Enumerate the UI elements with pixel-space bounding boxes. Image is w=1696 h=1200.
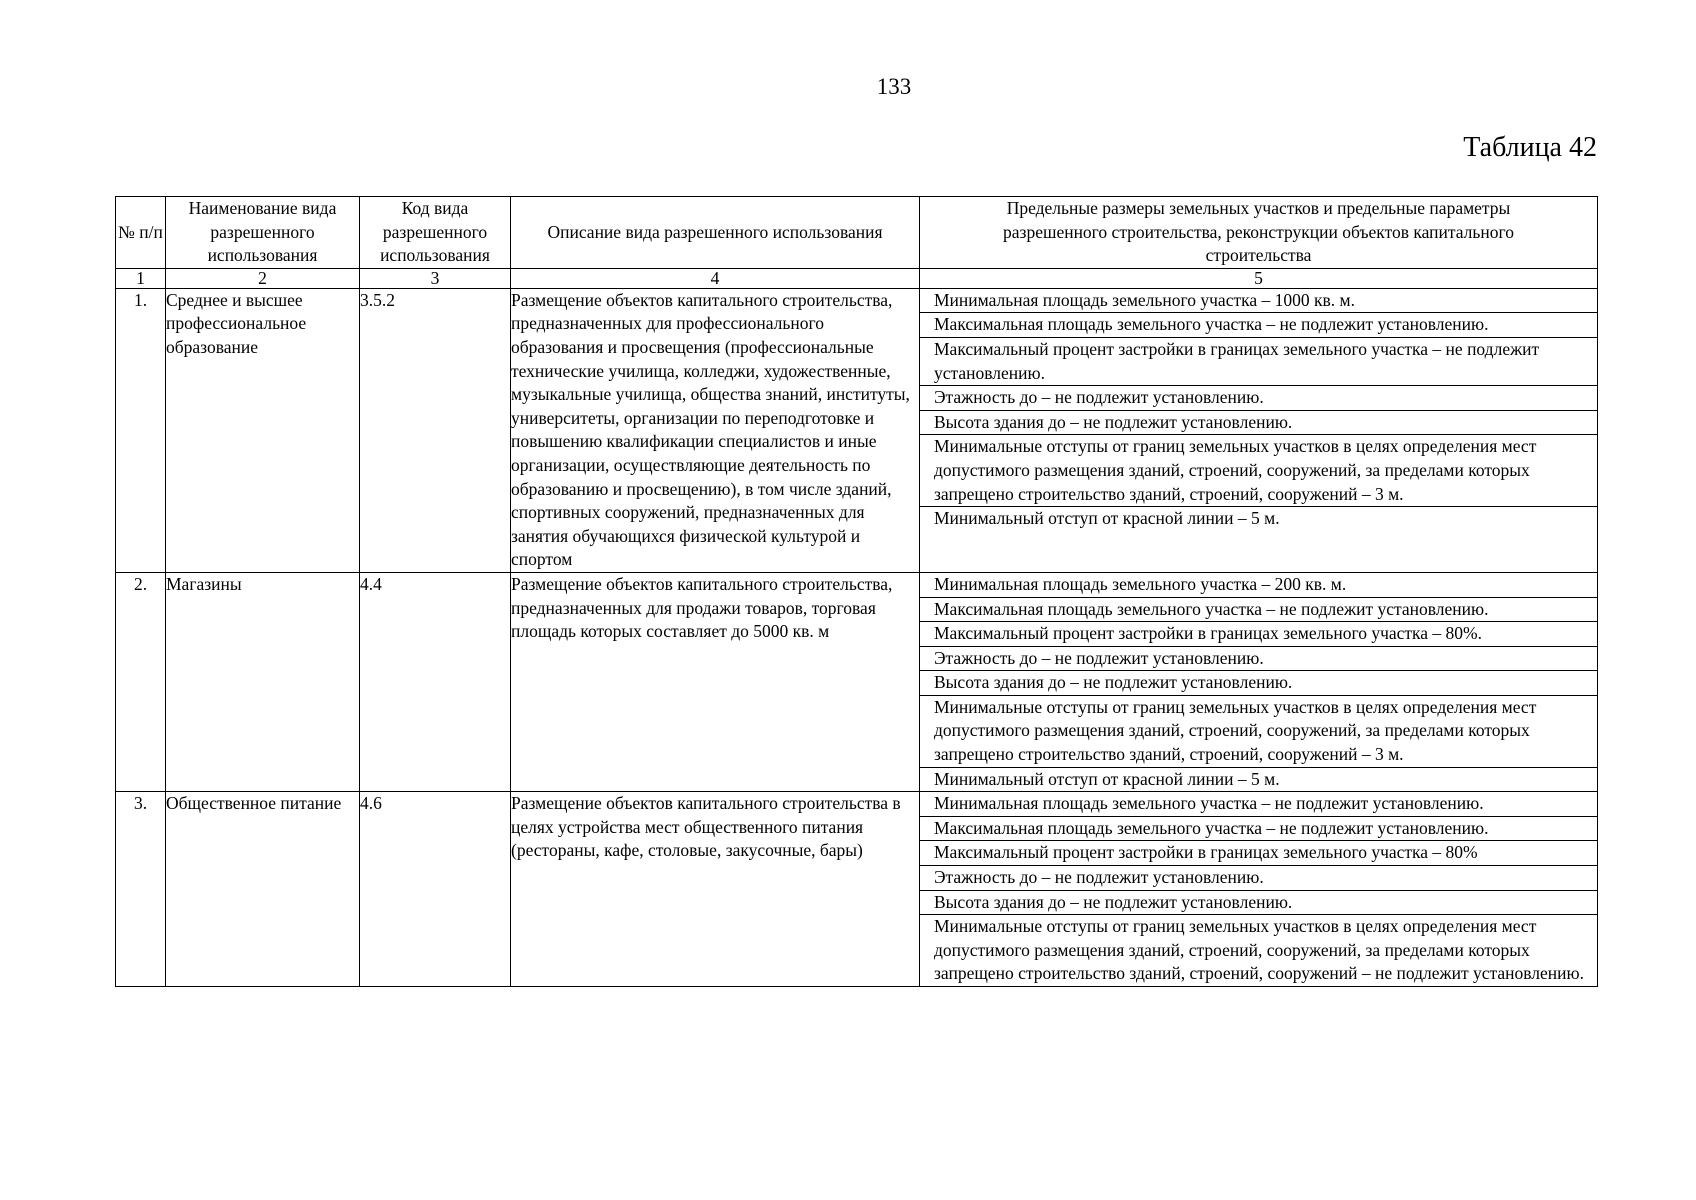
limit-item: Минимальная площадь земельного участка – не подлежит установлению.: [920, 792, 1597, 817]
limit-item: Этажность до – не подлежит установлению.: [920, 647, 1597, 672]
limits-list: [920, 288, 1598, 572]
header-use-code: Код вида разрешенного использования: [360, 197, 511, 269]
use-description: Размещение объектов капитального строительства, предназначенных для продажи товаров, торговая площадь которых составляет до 5000 кв. м: [511, 572, 920, 791]
use-description: Размещение объектов капитального строительства в целях устройства мест общественного питания (рестораны, кафе, столовые, закусочные, бары): [511, 792, 920, 987]
use-name: Магазины: [166, 572, 360, 791]
limit-item: Высота здания до – не подлежит установлению.: [920, 411, 1597, 436]
page-number: 133: [876, 74, 912, 99]
column-number: 4: [511, 268, 920, 288]
row-number: 3.: [116, 792, 166, 987]
land-use-table: [115, 196, 1598, 987]
table-row: [116, 288, 1598, 572]
column-number: 3: [360, 268, 511, 288]
use-code: 3.5.2: [360, 288, 511, 572]
limit-item: Максимальная площадь земельного участка – не подлежит установлению.: [920, 313, 1597, 338]
limit-item: Этажность до – не подлежит установлению.: [920, 386, 1597, 411]
header-use-description: Описание вида разрешенного использования: [511, 197, 920, 269]
table-caption: Таблица 42: [1463, 132, 1597, 163]
use-code: 4.4: [360, 572, 511, 791]
row-number: 2.: [116, 572, 166, 791]
row-number: 1.: [116, 288, 166, 572]
limit-item: Минимальный отступ от красной линии – 5 м.: [934, 768, 1280, 789]
header-number: № п/п: [116, 197, 166, 269]
header-use-name: Наименование вида разрешенного использования: [166, 197, 360, 269]
limit-item: Минимальная площадь земельного участка – 1000 кв. м.: [920, 289, 1597, 314]
table-row: [116, 792, 1598, 987]
limit-item: Высота здания до – не подлежит установлению.: [920, 671, 1597, 696]
limit-item: Максимальный процент застройки в границах земельного участка – 80%.: [920, 622, 1597, 647]
limit-item: Максимальный процент застройки в границах земельного участка – не подлежит установлению.: [920, 338, 1597, 386]
use-code: 4.6: [360, 792, 511, 987]
header-limits: Предельные размеры земельных участков и предельные параметры разрешенного строительства, реконструкции объектов капитального строительства: [920, 197, 1598, 269]
use-description: Размещение объектов капитального строительства, предназначенных для профессионального образования и просвещения (профессиональные технические училища, колледжи, художественные, музыкальные училища, общества знаний, институты, университеты, организации по переподготовке и повышению квалификации специалистов и иные организации, осуществляющие деятельность по образованию и просвещению), в том числе зданий, спортивных сооружений, предназначенных для занятия обучающихся физической культурой и спортом: [511, 288, 920, 572]
column-number: 1: [116, 268, 166, 288]
limit-item: Максимальная площадь земельного участка – не подлежит установлению.: [920, 598, 1597, 623]
limit-item: Высота здания до – не подлежит установлению.: [920, 891, 1597, 916]
header-row: [116, 197, 1598, 269]
limits-list: [920, 572, 1598, 791]
limits-list: [920, 792, 1598, 987]
use-name: Общественное питание: [166, 792, 360, 987]
limit-item: Максимальный процент застройки в границах земельного участка – 80%: [920, 841, 1597, 866]
column-number: 5: [920, 268, 1598, 288]
column-number: 2: [166, 268, 360, 288]
table-row: [116, 572, 1598, 791]
limit-item: Минимальные отступы от границ земельных участков в целях определения мест допустимого размещения зданий, строений, сооружений, за пределами которых запрещено строительство зданий, строений, сооружений – 3 м.: [920, 435, 1597, 507]
limit-item: Максимальная площадь земельного участка – не подлежит установлению.: [920, 817, 1597, 842]
column-number-row: [116, 268, 1598, 288]
limit-item: Минимальные отступы от границ земельных участков в целях определения мест допустимого размещения зданий, строений, сооружений, за пределами которых запрещено строительство зданий, строений, сооружений – 3 м.: [920, 696, 1597, 768]
limit-item: Этажность до – не подлежит установлению.: [920, 866, 1597, 891]
limit-item: Минимальная площадь земельного участка – 200 кв. м.: [920, 573, 1597, 598]
limit-item: Минимальные отступы от границ земельных участков в целях определения мест допустимого размещения зданий, строений, сооружений, за пределами которых запрещено строительство зданий, строений, сооружений – не подлежит установлению.: [934, 916, 1584, 984]
use-name: Среднее и высшее профессиональное образование: [166, 288, 360, 572]
limit-item: Минимальный отступ от красной линии – 5 м.: [934, 508, 1280, 529]
